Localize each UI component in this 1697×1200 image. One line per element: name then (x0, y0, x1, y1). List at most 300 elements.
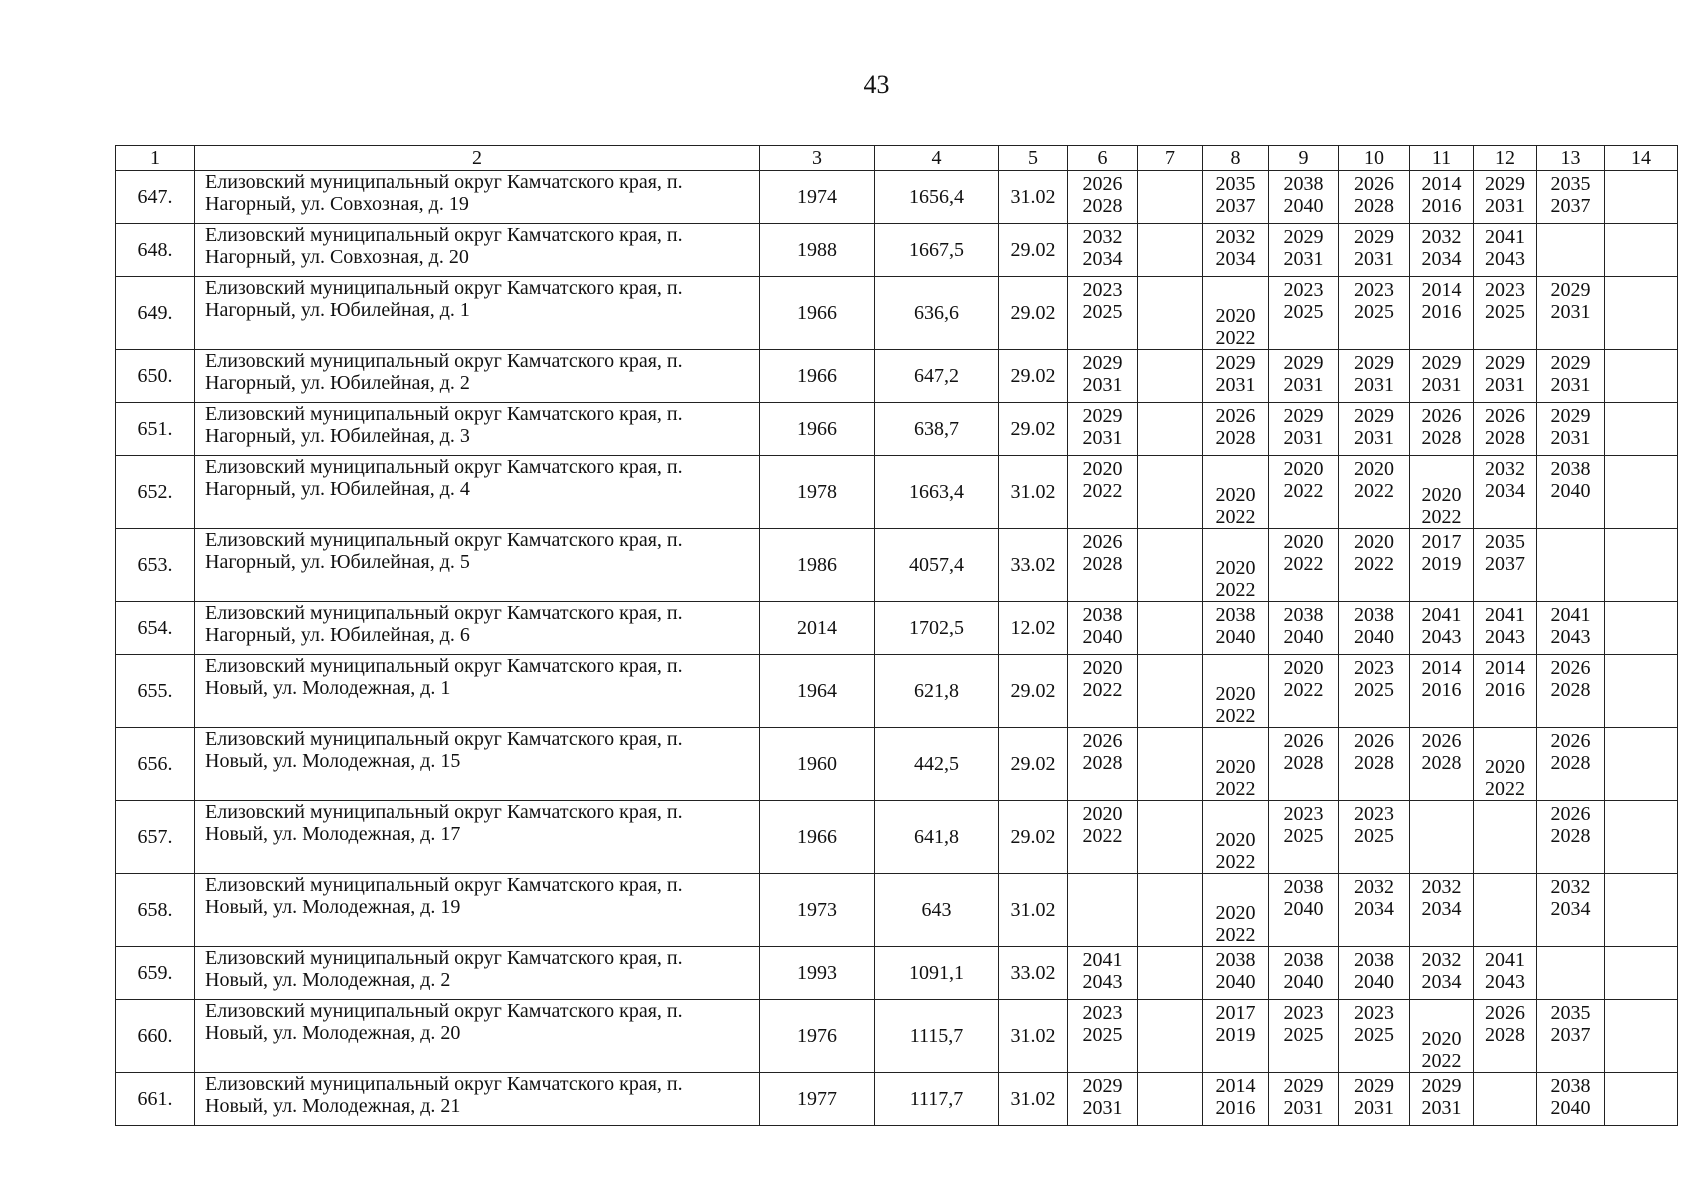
period-year: 2032 (1354, 876, 1394, 898)
period-cell-10 (1339, 602, 1410, 655)
period-year: 2038 (1283, 949, 1324, 971)
wear-value: 29.02 (999, 655, 1068, 728)
period-year: 2034 (1082, 248, 1123, 270)
period-year: 2023 (1354, 657, 1394, 679)
period-year: 2031 (1283, 374, 1324, 396)
period-cell-13 (1537, 801, 1605, 874)
period-year: 2022 (1215, 924, 1256, 946)
wear-value: 29.02 (999, 801, 1068, 874)
period-cell-10 (1339, 947, 1410, 1000)
period-cell-13 (1537, 728, 1605, 801)
build-year: 1978 (760, 456, 875, 529)
period-year: 2016 (1421, 195, 1462, 217)
period-year: 2040 (1283, 626, 1324, 648)
address-line-1: Елизовский муниципальный округ Камчатского края, п. (205, 1073, 683, 1095)
period-year: 2020 (1283, 657, 1324, 679)
address-line-1: Елизовский муниципальный округ Камчатского края, п. (205, 350, 683, 372)
address-line-1: Елизовский муниципальный округ Камчатского края, п. (205, 655, 683, 677)
period-year: 2020 (1354, 458, 1394, 480)
period-year: 2043 (1485, 248, 1525, 270)
table-row (116, 947, 1678, 1000)
address-cell (195, 602, 760, 655)
period-year: 2038 (1283, 173, 1324, 195)
address-line-2: Новый, ул. Молодежная, д. 19 (205, 896, 461, 918)
period-cell-10 (1339, 350, 1410, 403)
address-line-1: Елизовский муниципальный округ Камчатского края, п. (205, 801, 683, 823)
period-year: 2025 (1283, 301, 1324, 323)
period-cell-11 (1410, 728, 1474, 801)
column-header-9: 9 (1269, 146, 1339, 171)
table-row (116, 350, 1678, 403)
period-year: 2020 (1082, 803, 1123, 825)
period-year: 2028 (1550, 752, 1591, 774)
column-header-6: 6 (1068, 146, 1138, 171)
period-year: 2038 (1215, 949, 1256, 971)
period-cell-8 (1203, 171, 1269, 224)
period-year: 2037 (1485, 553, 1525, 575)
period-year: 2029 (1082, 352, 1123, 374)
period-year: 2031 (1082, 427, 1123, 449)
period-year: 2032 (1485, 458, 1525, 480)
period-year: 2023 (1283, 803, 1324, 825)
period-cell-9 (1269, 529, 1339, 602)
period-cell-11 (1410, 947, 1474, 1000)
address-line-2: Новый, ул. Молодежная, д. 1 (205, 677, 451, 699)
period-year: 2032 (1082, 226, 1123, 248)
period-year: 2028 (1485, 427, 1525, 449)
period-cell-10 (1339, 456, 1410, 529)
period-year: 2022 (1215, 327, 1256, 349)
period-cell-14 (1605, 655, 1678, 728)
period-cell-11 (1410, 874, 1474, 947)
period-cell-13 (1537, 171, 1605, 224)
build-year: 1976 (760, 1000, 875, 1073)
period-cell-10 (1339, 529, 1410, 602)
wear-value: 31.02 (999, 1073, 1068, 1126)
period-year: 2041 (1082, 949, 1123, 971)
column-header-5: 5 (999, 146, 1068, 171)
period-year: 2034 (1354, 898, 1394, 920)
period-cell-9 (1269, 1073, 1339, 1126)
table-row (116, 728, 1678, 801)
table-row (116, 403, 1678, 456)
period-year: 2014 (1421, 657, 1462, 679)
period-cell-12 (1474, 1000, 1537, 1073)
period-year: 2037 (1550, 195, 1591, 217)
period-year: 2029 (1485, 352, 1525, 374)
period-year: 2016 (1421, 679, 1462, 701)
address-cell (195, 456, 760, 529)
area-value: 641,8 (875, 801, 999, 874)
address-cell (195, 224, 760, 277)
period-year: 2034 (1421, 898, 1462, 920)
period-year: 2025 (1354, 301, 1394, 323)
row-number: 661. (116, 1073, 195, 1126)
wear-value: 33.02 (999, 529, 1068, 602)
period-year: 2014 (1421, 279, 1462, 301)
period-year: 2014 (1485, 657, 1525, 679)
period-cell-11 (1410, 801, 1474, 874)
column-header-13: 13 (1537, 146, 1605, 171)
period-year: 2037 (1550, 1024, 1591, 1046)
period-year: 2028 (1082, 553, 1123, 575)
period-year: 2028 (1283, 752, 1324, 774)
period-year: 2026 (1082, 730, 1123, 752)
table-row (116, 277, 1678, 350)
address-line-2: Новый, ул. Молодежная, д. 17 (205, 823, 461, 845)
column-header-8: 8 (1203, 146, 1269, 171)
period-year: 2028 (1421, 752, 1462, 774)
address-line-1: Елизовский муниципальный округ Камчатского края, п. (205, 403, 683, 425)
period-year: 2043 (1421, 626, 1462, 648)
period-cell-12 (1474, 224, 1537, 277)
period-year: 2028 (1082, 195, 1123, 217)
period-cell-12 (1474, 1073, 1537, 1126)
period-cell-7 (1138, 171, 1203, 224)
period-cell-11 (1410, 350, 1474, 403)
period-cell-7 (1138, 456, 1203, 529)
period-year: 2022 (1215, 579, 1256, 601)
table-body (116, 171, 1678, 1126)
wear-value: 31.02 (999, 171, 1068, 224)
period-year: 2038 (1550, 458, 1591, 480)
period-year: 2031 (1550, 301, 1591, 323)
wear-value: 29.02 (999, 224, 1068, 277)
period-year: 2029 (1354, 226, 1394, 248)
period-cell-11 (1410, 456, 1474, 529)
period-year: 2029 (1283, 226, 1324, 248)
period-cell-9 (1269, 277, 1339, 350)
period-cell-13 (1537, 456, 1605, 529)
wear-value: 29.02 (999, 403, 1068, 456)
period-cell-8 (1203, 874, 1269, 947)
period-cell-8 (1203, 602, 1269, 655)
address-cell (195, 277, 760, 350)
period-cell-9 (1269, 171, 1339, 224)
period-year: 2028 (1215, 427, 1256, 449)
period-year: 2023 (1354, 803, 1394, 825)
period-cell-7 (1138, 403, 1203, 456)
period-year: 2034 (1485, 480, 1525, 502)
period-year: 2034 (1550, 898, 1591, 920)
period-cell-6 (1068, 728, 1138, 801)
period-year: 2022 (1215, 506, 1256, 528)
period-cell-12 (1474, 728, 1537, 801)
period-cell-7 (1138, 728, 1203, 801)
period-year: 2026 (1550, 730, 1591, 752)
period-cell-6 (1068, 529, 1138, 602)
period-cell-13 (1537, 1000, 1605, 1073)
period-cell-8 (1203, 529, 1269, 602)
period-cell-12 (1474, 529, 1537, 602)
period-cell-12 (1474, 350, 1537, 403)
area-value: 638,7 (875, 403, 999, 456)
period-cell-14 (1605, 529, 1678, 602)
period-year: 2020 (1283, 531, 1324, 553)
period-year: 2043 (1082, 971, 1123, 993)
period-cell-8 (1203, 456, 1269, 529)
period-year: 2022 (1354, 553, 1394, 575)
address-line-2: Нагорный, ул. Юбилейная, д. 2 (205, 372, 470, 394)
period-cell-13 (1537, 947, 1605, 1000)
period-year: 2029 (1550, 405, 1591, 427)
period-year: 2032 (1550, 876, 1591, 898)
period-year: 2041 (1421, 604, 1462, 626)
column-header-14: 14 (1605, 146, 1678, 171)
period-year: 2031 (1215, 374, 1256, 396)
area-value: 442,5 (875, 728, 999, 801)
address-cell (195, 801, 760, 874)
address-line-2: Новый, ул. Молодежная, д. 2 (205, 969, 451, 991)
period-year: 2040 (1082, 626, 1123, 648)
period-cell-13 (1537, 655, 1605, 728)
period-cell-14 (1605, 728, 1678, 801)
period-year: 2026 (1082, 173, 1123, 195)
address-line-2: Нагорный, ул. Юбилейная, д. 4 (205, 478, 470, 500)
address-line-1: Елизовский муниципальный округ Камчатского края, п. (205, 277, 683, 299)
period-year: 2040 (1283, 195, 1324, 217)
table-row (116, 602, 1678, 655)
wear-value: 29.02 (999, 728, 1068, 801)
period-year: 2020 (1082, 458, 1123, 480)
period-cell-7 (1138, 350, 1203, 403)
build-year: 1973 (760, 874, 875, 947)
period-year: 2040 (1550, 480, 1591, 502)
area-value: 1663,4 (875, 456, 999, 529)
row-number: 648. (116, 224, 195, 277)
period-cell-8 (1203, 403, 1269, 456)
address-line-1: Елизовский муниципальный округ Камчатского края, п. (205, 874, 683, 896)
period-year: 2043 (1485, 626, 1525, 648)
area-value: 636,6 (875, 277, 999, 350)
address-line-2: Новый, ул. Молодежная, д. 15 (205, 750, 461, 772)
table-row (116, 655, 1678, 728)
period-year: 2029 (1283, 405, 1324, 427)
column-header-12: 12 (1474, 146, 1537, 171)
period-cell-14 (1605, 403, 1678, 456)
period-cell-8 (1203, 350, 1269, 403)
period-year: 2016 (1215, 1097, 1256, 1119)
period-year: 2028 (1354, 752, 1394, 774)
period-cell-12 (1474, 171, 1537, 224)
period-cell-13 (1537, 277, 1605, 350)
period-year: 2020 (1215, 756, 1256, 778)
period-year: 2020 (1215, 484, 1256, 506)
address-line-2: Нагорный, ул. Совхозная, д. 20 (205, 246, 469, 268)
period-cell-6 (1068, 171, 1138, 224)
period-cell-10 (1339, 1000, 1410, 1073)
build-year: 1966 (760, 403, 875, 456)
period-year: 2022 (1215, 705, 1256, 727)
build-year: 1966 (760, 350, 875, 403)
table-row (116, 529, 1678, 602)
wear-value: 31.02 (999, 1000, 1068, 1073)
period-cell-10 (1339, 277, 1410, 350)
period-year: 2022 (1485, 778, 1525, 800)
period-year: 2022 (1082, 480, 1123, 502)
period-cell-14 (1605, 947, 1678, 1000)
period-year: 2040 (1354, 971, 1394, 993)
period-cell-14 (1605, 456, 1678, 529)
period-year: 2020 (1215, 557, 1256, 579)
period-year: 2020 (1215, 305, 1256, 327)
address-cell (195, 728, 760, 801)
period-cell-10 (1339, 403, 1410, 456)
period-year: 2025 (1485, 301, 1525, 323)
period-year: 2026 (1485, 405, 1525, 427)
period-year: 2026 (1421, 405, 1462, 427)
area-value: 621,8 (875, 655, 999, 728)
period-year: 2022 (1215, 851, 1256, 873)
address-line-2: Новый, ул. Молодежная, д. 21 (205, 1095, 461, 1117)
period-year: 2023 (1082, 279, 1123, 301)
column-header-10: 10 (1339, 146, 1410, 171)
period-cell-7 (1138, 277, 1203, 350)
period-cell-7 (1138, 529, 1203, 602)
period-cell-11 (1410, 224, 1474, 277)
period-year: 2031 (1485, 374, 1525, 396)
period-cell-6 (1068, 602, 1138, 655)
area-value: 1091,1 (875, 947, 999, 1000)
period-cell-12 (1474, 602, 1537, 655)
period-cell-13 (1537, 602, 1605, 655)
period-year: 2043 (1485, 971, 1525, 993)
period-cell-14 (1605, 1000, 1678, 1073)
period-cell-6 (1068, 655, 1138, 728)
period-year: 2041 (1485, 949, 1525, 971)
area-value: 1667,5 (875, 224, 999, 277)
address-line-1: Елизовский муниципальный округ Камчатского края, п. (205, 529, 683, 551)
period-cell-13 (1537, 224, 1605, 277)
period-cell-14 (1605, 224, 1678, 277)
period-year: 2023 (1283, 279, 1324, 301)
period-year: 2025 (1082, 301, 1123, 323)
period-cell-12 (1474, 947, 1537, 1000)
period-cell-9 (1269, 602, 1339, 655)
period-year: 2014 (1215, 1075, 1256, 1097)
period-year: 2026 (1082, 531, 1123, 553)
period-year: 2038 (1354, 949, 1394, 971)
period-year: 2020 (1421, 1028, 1462, 1050)
build-year: 2014 (760, 602, 875, 655)
period-cell-9 (1269, 224, 1339, 277)
address-line-2: Нагорный, ул. Юбилейная, д. 1 (205, 299, 470, 321)
period-year: 2016 (1421, 301, 1462, 323)
row-number: 660. (116, 1000, 195, 1073)
address-line-1: Елизовский муниципальный округ Камчатского края, п. (205, 728, 683, 750)
period-year: 2038 (1283, 876, 1324, 898)
period-year: 2031 (1283, 427, 1324, 449)
row-number: 650. (116, 350, 195, 403)
period-cell-9 (1269, 947, 1339, 1000)
address-cell (195, 655, 760, 728)
period-year: 2031 (1082, 374, 1123, 396)
period-year: 2029 (1354, 1075, 1394, 1097)
area-value: 643 (875, 874, 999, 947)
period-cell-6 (1068, 403, 1138, 456)
address-cell (195, 947, 760, 1000)
period-cell-7 (1138, 1073, 1203, 1126)
period-cell-10 (1339, 171, 1410, 224)
period-cell-7 (1138, 655, 1203, 728)
column-header-7: 7 (1138, 146, 1203, 171)
period-cell-9 (1269, 801, 1339, 874)
row-number: 659. (116, 947, 195, 1000)
period-cell-12 (1474, 874, 1537, 947)
period-year: 2023 (1082, 1002, 1123, 1024)
period-year: 2025 (1354, 825, 1394, 847)
period-cell-9 (1269, 350, 1339, 403)
period-cell-14 (1605, 171, 1678, 224)
address-line-1: Елизовский муниципальный округ Камчатского края, п. (205, 1000, 683, 1022)
period-year: 2032 (1421, 876, 1462, 898)
address-line-2: Новый, ул. Молодежная, д. 20 (205, 1022, 461, 1044)
area-value: 4057,4 (875, 529, 999, 602)
period-year: 2019 (1421, 553, 1462, 575)
period-year: 2034 (1215, 248, 1256, 270)
period-cell-13 (1537, 350, 1605, 403)
period-cell-6 (1068, 801, 1138, 874)
page-number: 43 (863, 70, 890, 99)
address-cell (195, 874, 760, 947)
address-line-1: Елизовский муниципальный округ Камчатского края, п. (205, 171, 683, 193)
period-cell-7 (1138, 602, 1203, 655)
period-year: 2031 (1354, 248, 1394, 270)
period-year: 2040 (1215, 626, 1256, 648)
period-cell-10 (1339, 655, 1410, 728)
period-cell-11 (1410, 1000, 1474, 1073)
build-year: 1974 (760, 171, 875, 224)
period-year: 2040 (1283, 898, 1324, 920)
period-cell-9 (1269, 456, 1339, 529)
period-cell-9 (1269, 1000, 1339, 1073)
period-year: 2040 (1354, 626, 1394, 648)
period-cell-12 (1474, 655, 1537, 728)
period-cell-6 (1068, 350, 1138, 403)
period-cell-12 (1474, 801, 1537, 874)
period-year: 2023 (1485, 279, 1525, 301)
period-cell-11 (1410, 403, 1474, 456)
period-year: 2032 (1421, 226, 1462, 248)
period-year: 2040 (1283, 971, 1324, 993)
row-number: 654. (116, 602, 195, 655)
period-year: 2020 (1421, 484, 1462, 506)
data-table (115, 145, 1678, 1126)
period-year: 2022 (1215, 778, 1256, 800)
period-cell-14 (1605, 1073, 1678, 1126)
period-year: 2043 (1550, 626, 1591, 648)
period-year: 2016 (1485, 679, 1525, 701)
period-year: 2022 (1421, 1050, 1462, 1072)
period-year: 2040 (1215, 971, 1256, 993)
period-year: 2038 (1354, 604, 1394, 626)
period-year: 2026 (1421, 730, 1462, 752)
table-row (116, 456, 1678, 529)
period-year: 2026 (1283, 730, 1324, 752)
area-value: 1702,5 (875, 602, 999, 655)
address-line-2: Нагорный, ул. Юбилейная, д. 6 (205, 624, 470, 646)
period-year: 2041 (1550, 604, 1591, 626)
build-year: 1964 (760, 655, 875, 728)
period-year: 2026 (1550, 803, 1591, 825)
period-year: 2031 (1354, 1097, 1394, 1119)
period-year: 2037 (1215, 195, 1256, 217)
wear-value: 29.02 (999, 277, 1068, 350)
period-year: 2020 (1485, 756, 1525, 778)
period-cell-12 (1474, 277, 1537, 350)
period-year: 2020 (1215, 902, 1256, 924)
column-header-1: 1 (116, 146, 195, 171)
